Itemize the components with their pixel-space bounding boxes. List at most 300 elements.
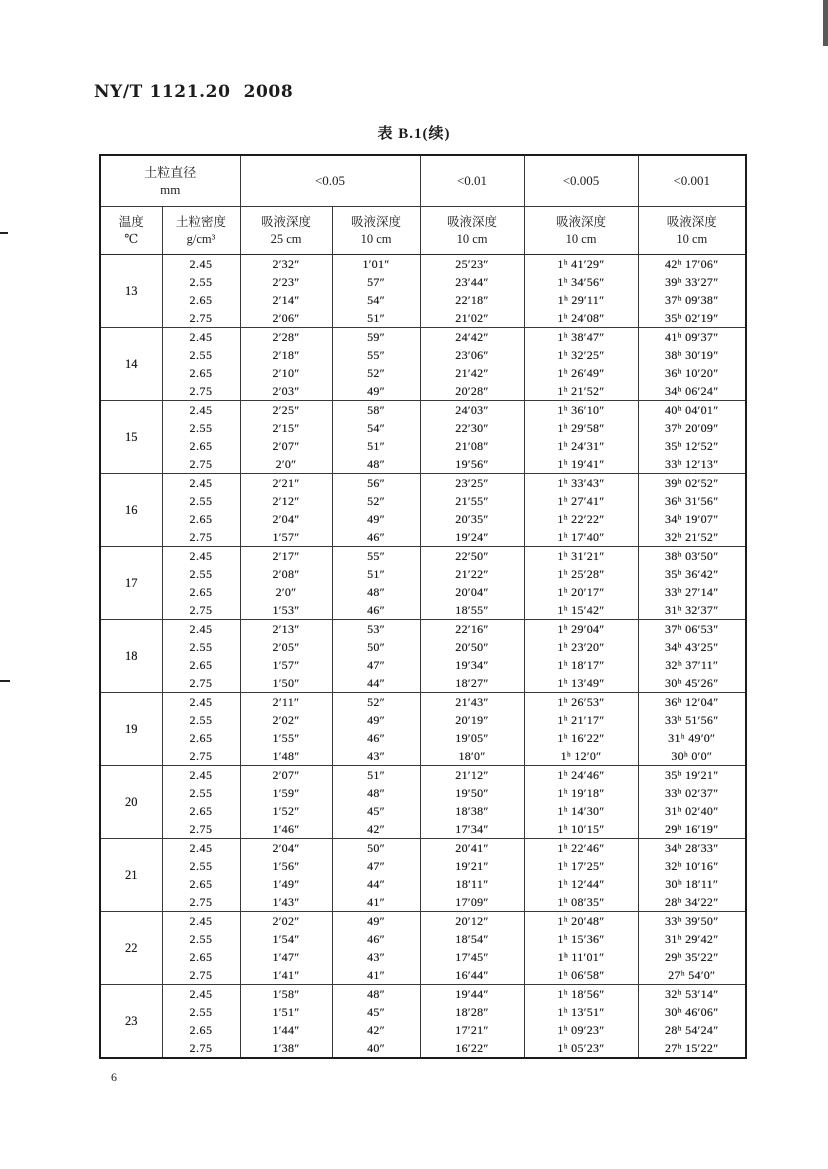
density-cell: 2.65 (162, 437, 240, 455)
time-cell: 1ʰ 22′46″ (524, 839, 638, 858)
table-row (100, 985, 746, 1004)
density-cell: 2.55 (162, 784, 240, 802)
time-cell: 19′34″ (420, 656, 524, 674)
time-cell: 2′13″ (240, 620, 332, 639)
density-cell: 2.75 (162, 382, 240, 401)
time-cell: 34ʰ 19′07″ (638, 510, 746, 528)
header-temperature (100, 207, 162, 255)
time-cell: 45″ (332, 1003, 420, 1021)
time-cell: 1ʰ 26′49″ (524, 364, 638, 382)
time-cell: 1′48″ (240, 747, 332, 766)
time-cell: 1ʰ 38′47″ (524, 328, 638, 347)
time-cell: 30ʰ 18′11″ (638, 875, 746, 893)
time-cell: 17′09″ (420, 893, 524, 912)
time-cell: 21′43″ (420, 693, 524, 712)
table-row (100, 930, 746, 948)
time-cell: 1ʰ 15′36″ (524, 930, 638, 948)
time-cell: 43″ (332, 747, 420, 766)
time-cell: 1′57″ (240, 656, 332, 674)
time-cell: 1′57″ (240, 528, 332, 547)
table-row (100, 455, 746, 474)
time-cell: 1ʰ 23′20″ (524, 638, 638, 656)
data-table (99, 154, 747, 1059)
header-depth-25cm: 吸液深度 25 cm (240, 207, 332, 255)
time-cell: 1′59″ (240, 784, 332, 802)
header-depth-10cm-1: 吸液深度 10 cm (332, 207, 420, 255)
density-cell: 2.45 (162, 766, 240, 785)
time-cell: 48″ (332, 455, 420, 474)
time-cell: 1ʰ 31′21″ (524, 547, 638, 566)
time-cell: 47″ (332, 656, 420, 674)
density-cell: 2.55 (162, 930, 240, 948)
table-row (100, 474, 746, 493)
header-size-lt005: <0.05 (240, 155, 420, 207)
time-cell: 32ʰ 53′14″ (638, 985, 746, 1004)
time-cell: 1ʰ 41′29″ (524, 255, 638, 274)
table-row (100, 382, 746, 401)
time-cell: 48″ (332, 784, 420, 802)
table-row (100, 620, 746, 639)
table-row (100, 711, 746, 729)
time-cell: 2′06″ (240, 309, 332, 328)
density-cell: 2.55 (162, 419, 240, 437)
time-cell: 1ʰ 24′31″ (524, 437, 638, 455)
table-row (100, 1003, 746, 1021)
time-cell: 2′05″ (240, 638, 332, 656)
time-cell: 1ʰ 12′44″ (524, 875, 638, 893)
time-cell: 2′04″ (240, 839, 332, 858)
time-cell: 53″ (332, 620, 420, 639)
table-row (100, 784, 746, 802)
time-cell: 1ʰ 20′48″ (524, 912, 638, 931)
density-cell: 2.65 (162, 948, 240, 966)
time-cell: 22′16″ (420, 620, 524, 639)
time-cell: 2′12″ (240, 492, 332, 510)
density-cell: 2.75 (162, 455, 240, 474)
temperature-cell: 20 (100, 766, 162, 839)
time-cell: 20′12″ (420, 912, 524, 931)
table-row (100, 309, 746, 328)
time-cell: 38ʰ 30′19″ (638, 346, 746, 364)
time-cell: 1′49″ (240, 875, 332, 893)
density-cell: 2.75 (162, 747, 240, 766)
time-cell: 46″ (332, 729, 420, 747)
time-cell: 36ʰ 10′20″ (638, 364, 746, 382)
time-cell: 45″ (332, 802, 420, 820)
time-cell: 19′24″ (420, 528, 524, 547)
time-cell: 16′22″ (420, 1039, 524, 1058)
table-row (100, 510, 746, 528)
time-cell: 1′38″ (240, 1039, 332, 1058)
time-cell: 2′14″ (240, 291, 332, 309)
time-cell: 1ʰ 19′18″ (524, 784, 638, 802)
time-cell: 50″ (332, 638, 420, 656)
time-cell: 2′32″ (240, 255, 332, 274)
density-cell: 2.75 (162, 601, 240, 620)
time-cell: 34ʰ 28′33″ (638, 839, 746, 858)
time-cell: 33ʰ 02′37″ (638, 784, 746, 802)
time-cell: 1ʰ 16′22″ (524, 729, 638, 747)
time-cell: 30ʰ 45′26″ (638, 674, 746, 693)
time-cell: 20′28″ (420, 382, 524, 401)
time-cell: 2′04″ (240, 510, 332, 528)
table-row (100, 528, 746, 547)
density-cell: 2.65 (162, 729, 240, 747)
time-cell: 2′18″ (240, 346, 332, 364)
time-cell: 2′11″ (240, 693, 332, 712)
time-cell: 1ʰ 29′11″ (524, 291, 638, 309)
density-cell: 2.75 (162, 309, 240, 328)
time-cell: 37ʰ 20′09″ (638, 419, 746, 437)
time-cell: 1ʰ 32′25″ (524, 346, 638, 364)
table-row (100, 1021, 746, 1039)
time-cell: 47″ (332, 857, 420, 875)
temperature-cell: 16 (100, 474, 162, 547)
time-cell: 24′42″ (420, 328, 524, 347)
header-size-lt0001: <0.001 (638, 155, 746, 207)
time-cell: 1ʰ 22′22″ (524, 510, 638, 528)
time-cell: 28ʰ 54′24″ (638, 1021, 746, 1039)
time-cell: 39ʰ 33′27″ (638, 273, 746, 291)
density-cell: 2.65 (162, 291, 240, 309)
temperature-cell: 19 (100, 693, 162, 766)
table-row (100, 656, 746, 674)
temperature-cell: 17 (100, 547, 162, 620)
density-cell: 2.75 (162, 674, 240, 693)
density-cell: 2.65 (162, 656, 240, 674)
table-row (100, 437, 746, 455)
time-cell: 32ʰ 21′52″ (638, 528, 746, 547)
time-cell: 33ʰ 51′56″ (638, 711, 746, 729)
time-cell: 57″ (332, 273, 420, 291)
time-cell: 34ʰ 06′24″ (638, 382, 746, 401)
temperature-cell: 14 (100, 328, 162, 401)
time-cell: 33ʰ 39′50″ (638, 912, 746, 931)
time-cell: 2′07″ (240, 766, 332, 785)
time-cell: 46″ (332, 601, 420, 620)
table-row (100, 291, 746, 309)
time-cell: 35ʰ 36′42″ (638, 565, 746, 583)
density-cell: 2.55 (162, 857, 240, 875)
time-cell: 22′30″ (420, 419, 524, 437)
time-cell: 44″ (332, 674, 420, 693)
time-cell: 41ʰ 09′37″ (638, 328, 746, 347)
density-cell: 2.75 (162, 528, 240, 547)
table-row (100, 857, 746, 875)
scan-artifact (0, 680, 10, 682)
density-cell: 2.55 (162, 346, 240, 364)
time-cell: 29ʰ 35′22″ (638, 948, 746, 966)
time-cell: 50″ (332, 839, 420, 858)
time-cell: 2′17″ (240, 547, 332, 566)
temperature-label: 温度 (118, 214, 144, 229)
time-cell: 18′27″ (420, 674, 524, 693)
density-cell: 2.65 (162, 510, 240, 528)
time-cell: 40ʰ 04′01″ (638, 401, 746, 420)
time-cell: 20′41″ (420, 839, 524, 858)
time-cell: 1′46″ (240, 820, 332, 839)
time-cell: 42″ (332, 820, 420, 839)
time-cell: 1′55″ (240, 729, 332, 747)
density-cell: 2.65 (162, 875, 240, 893)
time-cell: 39ʰ 02′52″ (638, 474, 746, 493)
time-cell: 1′54″ (240, 930, 332, 948)
time-cell: 1ʰ 11′01″ (524, 948, 638, 966)
density-cell: 2.65 (162, 364, 240, 382)
time-cell: 1ʰ 24′08″ (524, 309, 638, 328)
time-cell: 41″ (332, 966, 420, 985)
time-cell: 24′03″ (420, 401, 524, 420)
time-cell: 58″ (332, 401, 420, 420)
table-row (100, 729, 746, 747)
density-cell: 2.45 (162, 985, 240, 1004)
time-cell: 49″ (332, 510, 420, 528)
temperature-unit: ℃ (124, 231, 139, 246)
temperature-cell: 21 (100, 839, 162, 912)
header-row-depths (100, 207, 746, 255)
time-cell: 18′11″ (420, 875, 524, 893)
time-cell: 1′47″ (240, 948, 332, 966)
time-cell: 1ʰ 29′58″ (524, 419, 638, 437)
density-cell: 2.45 (162, 547, 240, 566)
density-cell: 2.55 (162, 638, 240, 656)
table-row (100, 693, 746, 712)
time-cell: 51″ (332, 437, 420, 455)
time-cell: 28ʰ 34′22″ (638, 893, 746, 912)
time-cell: 32ʰ 10′16″ (638, 857, 746, 875)
time-cell: 2′03″ (240, 382, 332, 401)
time-cell: 1′51″ (240, 1003, 332, 1021)
time-cell: 1ʰ 09′23″ (524, 1021, 638, 1039)
header-size-lt001: <0.01 (420, 155, 524, 207)
density-cell: 2.65 (162, 802, 240, 820)
particle-diameter-label: 土粒直径 (144, 165, 197, 180)
time-cell: 19′21″ (420, 857, 524, 875)
density-cell: 2.65 (162, 583, 240, 601)
time-cell: 51″ (332, 309, 420, 328)
time-cell: 23′44″ (420, 273, 524, 291)
scan-artifact (823, 0, 828, 46)
table-row (100, 255, 746, 274)
density-cell: 2.45 (162, 255, 240, 274)
density-cell: 2.55 (162, 273, 240, 291)
time-cell: 1ʰ 34′56″ (524, 273, 638, 291)
table-row (100, 364, 746, 382)
time-cell: 22′50″ (420, 547, 524, 566)
time-cell: 56″ (332, 474, 420, 493)
time-cell: 18′38″ (420, 802, 524, 820)
time-cell: 1ʰ 17′25″ (524, 857, 638, 875)
table-row (100, 346, 746, 364)
table-row (100, 419, 746, 437)
time-cell: 35ʰ 02′19″ (638, 309, 746, 328)
time-cell: 19′50″ (420, 784, 524, 802)
time-cell: 2′15″ (240, 419, 332, 437)
time-cell: 16′44″ (420, 966, 524, 985)
time-cell: 18′55″ (420, 601, 524, 620)
time-cell: 55″ (332, 346, 420, 364)
header-size-lt0005: <0.005 (524, 155, 638, 207)
time-cell: 1′44″ (240, 1021, 332, 1039)
table-row (100, 747, 746, 766)
time-cell: 1ʰ 19′41″ (524, 455, 638, 474)
time-cell: 1ʰ 25′28″ (524, 565, 638, 583)
time-cell: 20′19″ (420, 711, 524, 729)
time-cell: 22′18″ (420, 291, 524, 309)
time-cell: 51″ (332, 565, 420, 583)
time-cell: 59″ (332, 328, 420, 347)
time-cell: 23′25″ (420, 474, 524, 493)
time-cell: 49″ (332, 711, 420, 729)
time-cell: 2′07″ (240, 437, 332, 455)
time-cell: 37ʰ 09′38″ (638, 291, 746, 309)
time-cell: 43″ (332, 948, 420, 966)
table-row (100, 948, 746, 966)
table-row (100, 966, 746, 985)
density-cell: 2.75 (162, 893, 240, 912)
time-cell: 1ʰ 08′35″ (524, 893, 638, 912)
density-cell: 2.45 (162, 912, 240, 931)
time-cell: 54″ (332, 291, 420, 309)
density-cell: 2.45 (162, 328, 240, 347)
table-row (100, 273, 746, 291)
time-cell: 34ʰ 43′25″ (638, 638, 746, 656)
header-density (162, 207, 240, 255)
time-cell: 40″ (332, 1039, 420, 1058)
time-cell: 17′45″ (420, 948, 524, 966)
density-cell: 2.55 (162, 1003, 240, 1021)
time-cell: 48″ (332, 985, 420, 1004)
time-cell: 20′35″ (420, 510, 524, 528)
time-cell: 51″ (332, 766, 420, 785)
table-row (100, 802, 746, 820)
time-cell: 21′08″ (420, 437, 524, 455)
time-cell: 38ʰ 03′50″ (638, 547, 746, 566)
table-row (100, 492, 746, 510)
time-cell: 1′43″ (240, 893, 332, 912)
standard-number: NY/T 1121.20 2008 (94, 82, 294, 102)
table-row (100, 547, 746, 566)
time-cell: 18′28″ (420, 1003, 524, 1021)
time-cell: 1ʰ 36′10″ (524, 401, 638, 420)
time-cell: 20′04″ (420, 583, 524, 601)
time-cell: 36ʰ 31′56″ (638, 492, 746, 510)
time-cell: 21′55″ (420, 492, 524, 510)
header-row-sizes (100, 155, 746, 207)
density-cell: 2.75 (162, 820, 240, 839)
table-row (100, 875, 746, 893)
density-unit: g/cm³ (186, 231, 216, 246)
time-cell: 19′44″ (420, 985, 524, 1004)
time-cell: 2′23″ (240, 273, 332, 291)
time-cell: 42″ (332, 1021, 420, 1039)
time-cell: 52″ (332, 364, 420, 382)
time-cell: 1ʰ 10′15″ (524, 820, 638, 839)
time-cell: 35ʰ 12′52″ (638, 437, 746, 455)
time-cell: 1ʰ 14′30″ (524, 802, 638, 820)
time-cell: 44″ (332, 875, 420, 893)
time-cell: 1ʰ 24′46″ (524, 766, 638, 785)
time-cell: 46″ (332, 528, 420, 547)
time-cell: 2′08″ (240, 565, 332, 583)
time-cell: 31ʰ 02′40″ (638, 802, 746, 820)
time-cell: 48″ (332, 583, 420, 601)
time-cell: 1′58″ (240, 985, 332, 1004)
density-cell: 2.75 (162, 966, 240, 985)
time-cell: 29ʰ 16′19″ (638, 820, 746, 839)
time-cell: 52″ (332, 492, 420, 510)
page-number: 6 (111, 1070, 117, 1084)
time-cell: 36ʰ 12′04″ (638, 693, 746, 712)
time-cell: 33ʰ 12′13″ (638, 455, 746, 474)
time-cell: 1ʰ 18′17″ (524, 656, 638, 674)
time-cell: 23′06″ (420, 346, 524, 364)
time-cell: 17′21″ (420, 1021, 524, 1039)
time-cell: 35ʰ 19′21″ (638, 766, 746, 785)
time-cell: 54″ (332, 419, 420, 437)
table-row (100, 766, 746, 785)
table-row (100, 638, 746, 656)
temperature-cell: 15 (100, 401, 162, 474)
time-cell: 55″ (332, 547, 420, 566)
time-cell: 27ʰ 15′22″ (638, 1039, 746, 1058)
density-cell: 2.65 (162, 1021, 240, 1039)
temperature-cell: 23 (100, 985, 162, 1059)
time-cell: 30ʰ 0′0″ (638, 747, 746, 766)
time-cell: 31ʰ 49′0″ (638, 729, 746, 747)
time-cell: 1ʰ 20′17″ (524, 583, 638, 601)
time-cell: 1ʰ 13′51″ (524, 1003, 638, 1021)
table-row (100, 893, 746, 912)
table-row (100, 565, 746, 583)
time-cell: 2′10″ (240, 364, 332, 382)
time-cell: 1ʰ 05′23″ (524, 1039, 638, 1058)
table-row (100, 839, 746, 858)
time-cell: 49″ (332, 382, 420, 401)
time-cell: 1ʰ 26′53″ (524, 693, 638, 712)
time-cell: 1ʰ 13′49″ (524, 674, 638, 693)
time-cell: 1ʰ 06′58″ (524, 966, 638, 985)
time-cell: 49″ (332, 912, 420, 931)
density-cell: 2.45 (162, 693, 240, 712)
time-cell: 2′02″ (240, 912, 332, 931)
table-row (100, 912, 746, 931)
time-cell: 33ʰ 27′14″ (638, 583, 746, 601)
time-cell: 18′54″ (420, 930, 524, 948)
time-cell: 2′25″ (240, 401, 332, 420)
temperature-cell: 22 (100, 912, 162, 985)
header-depth-10cm-4: 吸液深度 10 cm (638, 207, 746, 255)
temperature-cell: 13 (100, 255, 162, 328)
time-cell: 1′56″ (240, 857, 332, 875)
time-cell: 21′22″ (420, 565, 524, 583)
scan-artifact (0, 232, 8, 234)
time-cell: 18′0″ (420, 747, 524, 766)
time-cell: 27ʰ 54′0″ (638, 966, 746, 985)
header-depth-10cm-2: 吸液深度 10 cm (420, 207, 524, 255)
time-cell: 42ʰ 17′06″ (638, 255, 746, 274)
time-cell: 17′34″ (420, 820, 524, 839)
time-cell: 21′12″ (420, 766, 524, 785)
time-cell: 2′0″ (240, 583, 332, 601)
time-cell: 2′02″ (240, 711, 332, 729)
time-cell: 21′42″ (420, 364, 524, 382)
temperature-cell: 18 (100, 620, 162, 693)
density-cell: 2.45 (162, 474, 240, 493)
time-cell: 2′0″ (240, 455, 332, 474)
time-cell: 19′05″ (420, 729, 524, 747)
time-cell: 20′50″ (420, 638, 524, 656)
